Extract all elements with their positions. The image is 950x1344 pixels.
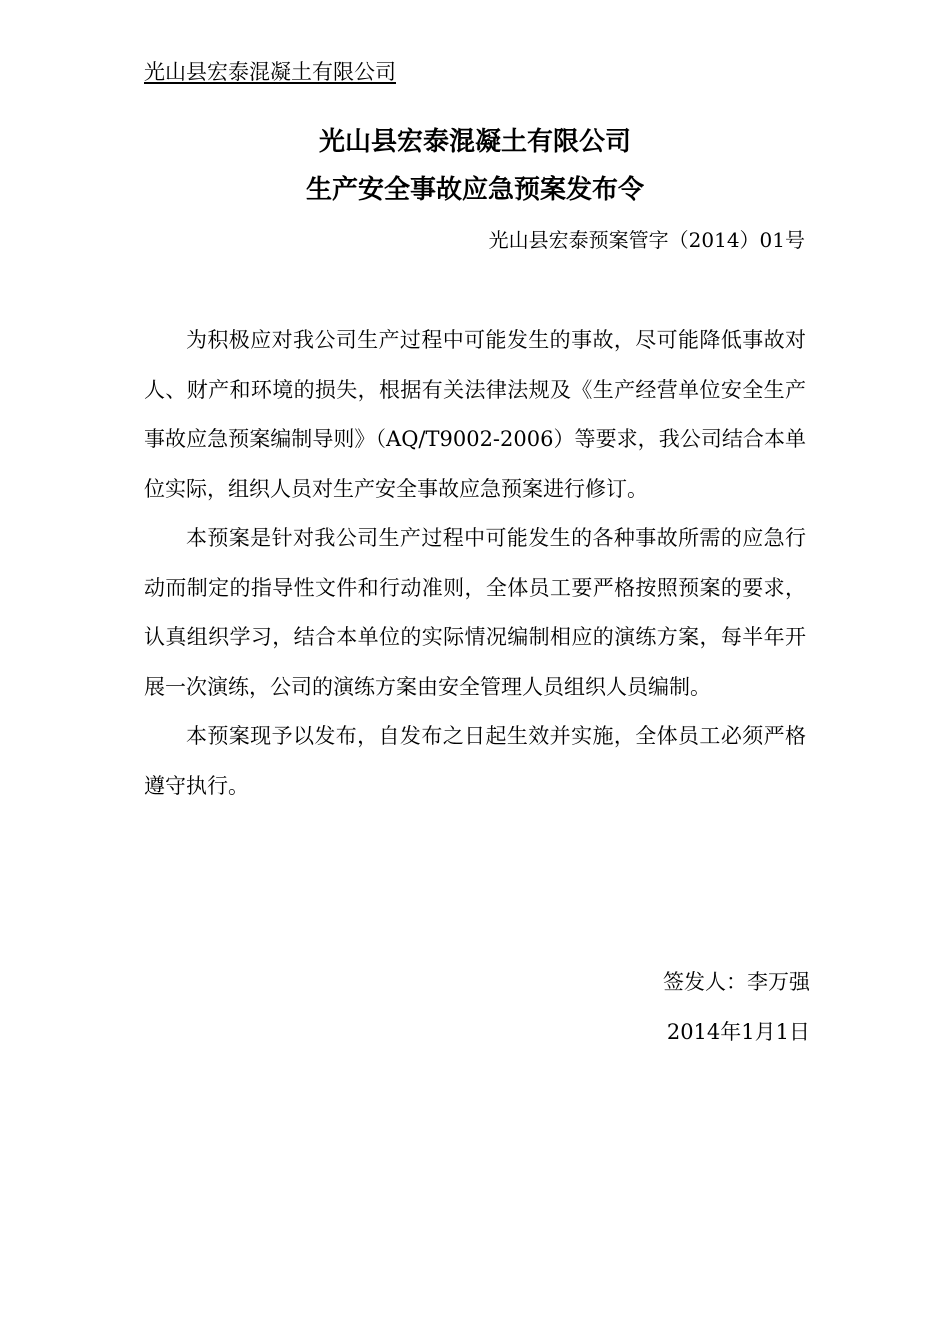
- body-text: [144, 316, 806, 811]
- paragraph-2: 本预案是针对我公司生产过程中可能发生的各种事故所需的应急行动而制定的指导性文件和行动准则，全体员工要严格按照预案的要求，认真组织学习，结合本单位的实际情况编制相应的演练方案，每半年开展一次演练，公司的演练方案由安全管理人员组织人员编制。: [144, 526, 806, 699]
- title-company: 光山县宏泰混凝土有限公司: [318, 127, 631, 157]
- issue-date: 2014年1月1日: [666, 1020, 810, 1044]
- paragraph-3: 本预案现予以发布，自发布之日起生效并实施，全体员工必须严格遵守执行。: [144, 724, 806, 798]
- signer: 签发人：李万强: [663, 970, 810, 994]
- document-number: 光山县宏泰预案管字（2014）01号: [488, 228, 805, 252]
- paragraph-1: 为积极应对我公司生产过程中可能发生的事故，尽可能降低事故对人、财产和环境的损失，根据有关法律法规及《生产经营单位安全生产事故应急预案编制导则》（AQ/T9002-2006）等要求，我公司结合本单位实际，组织人员对生产安全事故应急预案进行修订。: [144, 328, 806, 501]
- title-order: 生产安全事故应急预案发布令: [305, 175, 644, 205]
- page-header-company: 光山县宏泰混凝土有限公司: [144, 60, 396, 84]
